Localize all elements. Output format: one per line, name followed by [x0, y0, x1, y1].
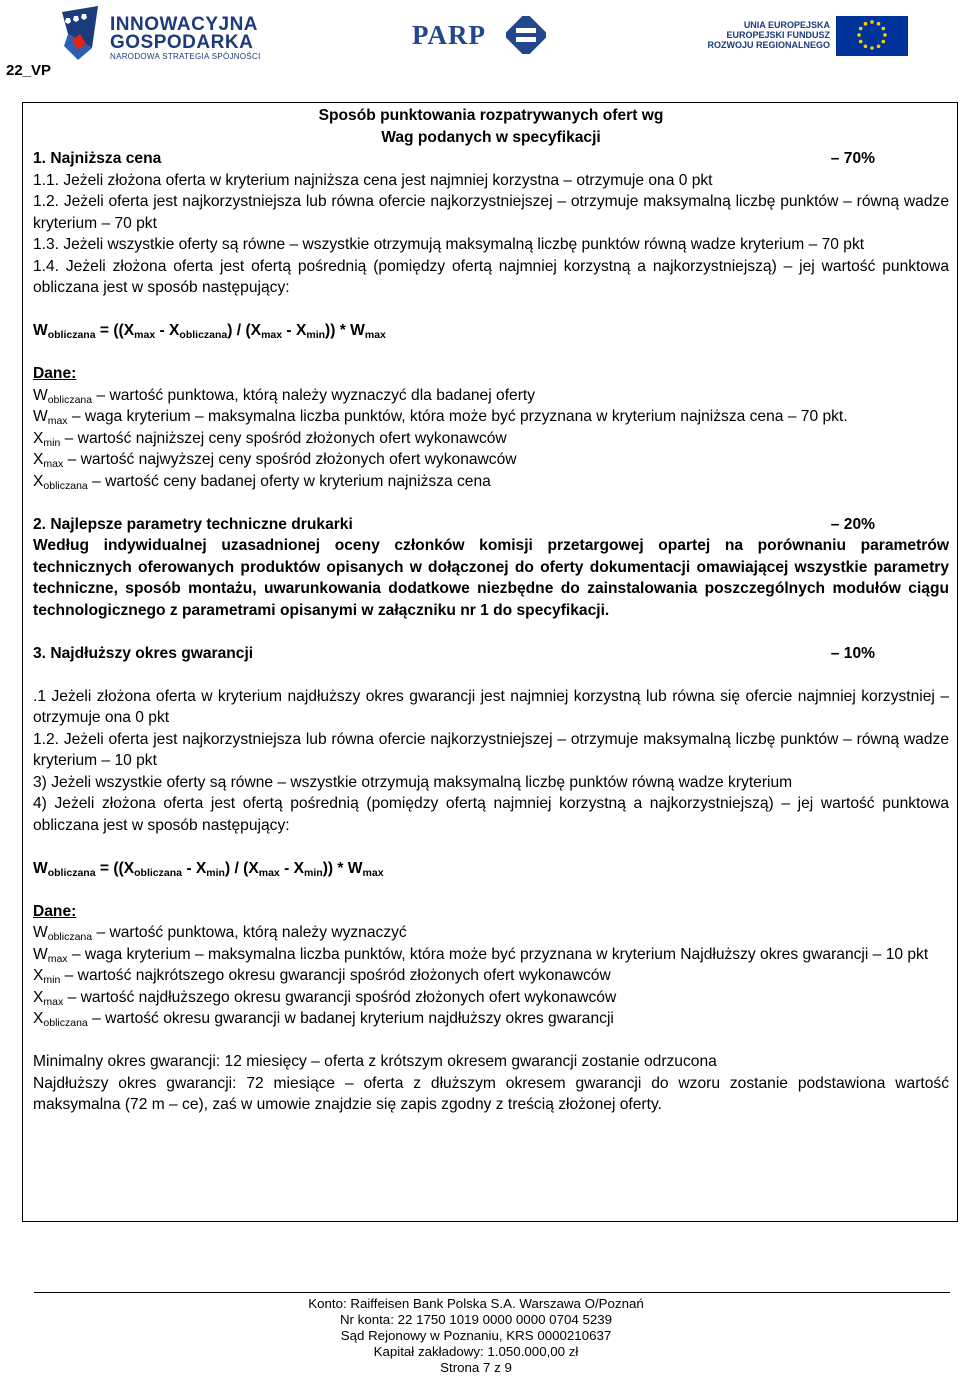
eu-logo — [700, 14, 915, 56]
title-line1: Sposób punktowania rozpatrywanych ofert wg — [318, 107, 664, 124]
minimum-warranty-text: Minimalny okres gwarancji: 12 miesięcy – oferta z krótszym okresem gwarancji zostanie odrzucona — [33, 1053, 717, 1070]
rule-3-3: 3) Jeżeli wszystkie oferty są równe – wszystkie otrzymują maksymalną liczbę punktów równą wadze kryterium — [33, 773, 793, 791]
footer-divider — [34, 1292, 950, 1293]
rule-3-2: 1.2. Jeżeli oferta jest najkorzystniejsza lub równa ofercie najkorzystniejszej – otrzymuje maksymalną liczbę punktów – równą wadze kryterium – 10 pkt — [33, 730, 949, 769]
def-w-obliczana-1: $W_{obliczana}$ – wartość punktowa, którą należy wyznaczyć dla badanej oferty — [33, 386, 536, 406]
def-w-max-1: $W_{max}$ – waga kryterium – maksymalna liczba punktów, która może być przyznana w kryterium najniższa cena – 70 pkt. — [33, 408, 848, 427]
formula-3: $W_{obliczana} = ((X_{obliczana} - X_{min}) / (X_{max} - X_{min})) * W_{max}$ — [33, 859, 384, 879]
rule-1-1: 1.1. Jeżeli złożona oferta w kryterium najniższa cena jest najmniej korzystna – otrzymuje ona 0 pkt — [33, 171, 713, 189]
logo-text-line3: NARODOWA STRATEGIA SPÓJNOŚCI — [110, 52, 261, 61]
rule-1-4: 1.4. Jeżeli złożona oferta jest ofertą pośrednią (pomiędzy ofertą najmniej korzystną a najkorzystniejszą) – jej wartość punktowa obliczana jest w sposób następujący: — [33, 257, 949, 296]
rule-3-1: .1 Jeżeli złożona oferta w kryterium najdłuższy okres gwarancji jest najmniej korzystną lub równa się ofercie najmniej korzystniej – otrzymuje ona 0 pkt — [33, 687, 949, 726]
page-number: Strona 7 z 9 — [440, 1360, 512, 1375]
footer-account-number: Nr konta: 22 1750 1019 0000 0000 0704 5239 — [339, 1312, 613, 1327]
dane-label-3: Dane: — [33, 902, 77, 920]
innowacyjna-gospodarka-logo — [58, 4, 298, 62]
footer-court-registration: Sąd Rejonowy w Poznaniu, KRS 0000210637 — [340, 1328, 612, 1343]
def-x-obliczana-1: $X_{obliczana}$ – wartość ceny badanej oferty w kryterium najniższa cena — [33, 472, 491, 492]
criterion-1-weight: – 70% — [830, 150, 875, 167]
title-line2: Wag podanych w specyfikacji — [381, 128, 601, 146]
criterion-3-weight: – 10% — [830, 644, 875, 662]
criterion-1-title: 1. Najniższa cena — [33, 150, 162, 167]
scoring-criteria-box — [22, 102, 958, 1222]
maximum-warranty-text: Najdłuższy okres gwarancji: 72 miesiące – oferta z dłuższym okresem gwarancji do wzoru zostanie podstawiona wartość maksymalna (72 m – ce), zaś w umowie znajdzie się zapis zgodny z treścią złożonej oferty. — [33, 1074, 949, 1113]
eu-flag-icon — [836, 16, 908, 56]
criterion-2-heading — [33, 514, 949, 536]
innowacyjna-gospodarka-mark-icon — [58, 4, 106, 62]
parp-mark-icon — [506, 16, 546, 54]
def-x-max-1: $X_{max}$ – wartość najwyższej ceny spośród złożonych ofert wykonawców — [33, 451, 517, 470]
logo-text-line2: GOSPODARKA — [110, 32, 254, 53]
def-x-min-1: $X_{min}$ – wartość najniższej ceny spośród złożonych ofert wykonawców — [33, 429, 507, 449]
criterion-2-title: 2. Najlepsze parametry techniczne drukarki — [33, 515, 353, 533]
criterion-2-description: Według indywidualnej uzasadnionej oceny członków komisji przetargowej opartej na porównaniu parametrów technicznych oferowanych produktów opisanych w dołączonej do oferty dokumentacji omawiającej wszystkie parametry techniczne, sposób montażu, uwarunkowania dodatkowe niezbędne do zainstalowania poszczególnych modułów ciągu technologicznego z parametrami opisanymi w załączniku nr 1 do specyfikacji. — [33, 537, 949, 619]
def-x-max-3: $X_{max}$ – wartość najdłuższego okresu gwarancji spośród złożonych ofert wykonawców — [33, 988, 617, 1008]
criterion-3-heading — [33, 643, 949, 665]
parp-logo — [412, 14, 552, 54]
def-x-obliczana-3: $X_{obliczana}$ – wartość okresu gwarancji w badanej kryterium najdłuższy okres gwarancji — [33, 1010, 614, 1029]
logo-text-line1: INNOWACYJNA — [110, 14, 259, 35]
dane-label-1: Dane: — [33, 365, 77, 382]
def-x-min-3: $X_{min}$ – wartość najkrótszego okresu gwarancji spośród złożonych ofert wykonawców — [33, 967, 611, 986]
rule-1-3: 1.3. Jeżeli wszystkie oferty są równe – wszystkie otrzymują maksymalną liczbę punktów równą wadze kryterium – 70 pkt — [33, 236, 865, 253]
page-header — [0, 0, 960, 90]
rule-1-2: 1.2. Jeżeli oferta jest najkorzystniejsza lub równa ofercie najkorzystniejszej – otrzymuje maksymalną liczbę punktów – równą wadze kryterium – 70 pkt — [33, 193, 949, 232]
rule-3-4: 4) Jeżeli złożona oferta jest ofertą pośrednią (pomiędzy ofertą najmniej korzystną a najkorzystniejszą) – jej wartość punktowa obliczana jest w sposób następujący: — [33, 795, 949, 834]
criterion-1-heading — [33, 148, 949, 170]
document-code: 22_VP — [6, 62, 52, 79]
criterion-3-title: 3. Najdłuższy okres gwarancji — [33, 644, 254, 662]
formula-1: $W_{obliczana} = ((X_{max} - X_{obliczana}) / (X_{max} - X_{min})) * W_{max}$ — [33, 322, 386, 341]
footer-bank-account: Konto: Raiffeisen Bank Polska S.A. Warszawa O/Poznań — [308, 1296, 644, 1311]
eu-logo-line2: EUROPEJSKI FUNDUSZ — [726, 30, 830, 40]
eu-logo-line1: UNIA EUROPEJSKA — [743, 20, 830, 30]
criterion-2-weight: – 20% — [830, 515, 875, 533]
parp-logo-text: PARP — [412, 20, 486, 50]
def-w-obliczana-3: $W_{obliczana}$ – wartość punktowa, którą należy wyznaczyć — [33, 924, 407, 943]
footer-share-capital: Kapitał zakładowy: 1.050.000,00 zł — [373, 1344, 579, 1359]
eu-logo-line3: ROZWOJU REGIONALNEGO — [707, 40, 830, 50]
def-w-max-3: $W_{max}$ – waga kryterium – maksymalna liczba punktów, która może być przyznana w kryterium Najdłuższy okres gwarancji – 10 pkt — [33, 945, 929, 965]
